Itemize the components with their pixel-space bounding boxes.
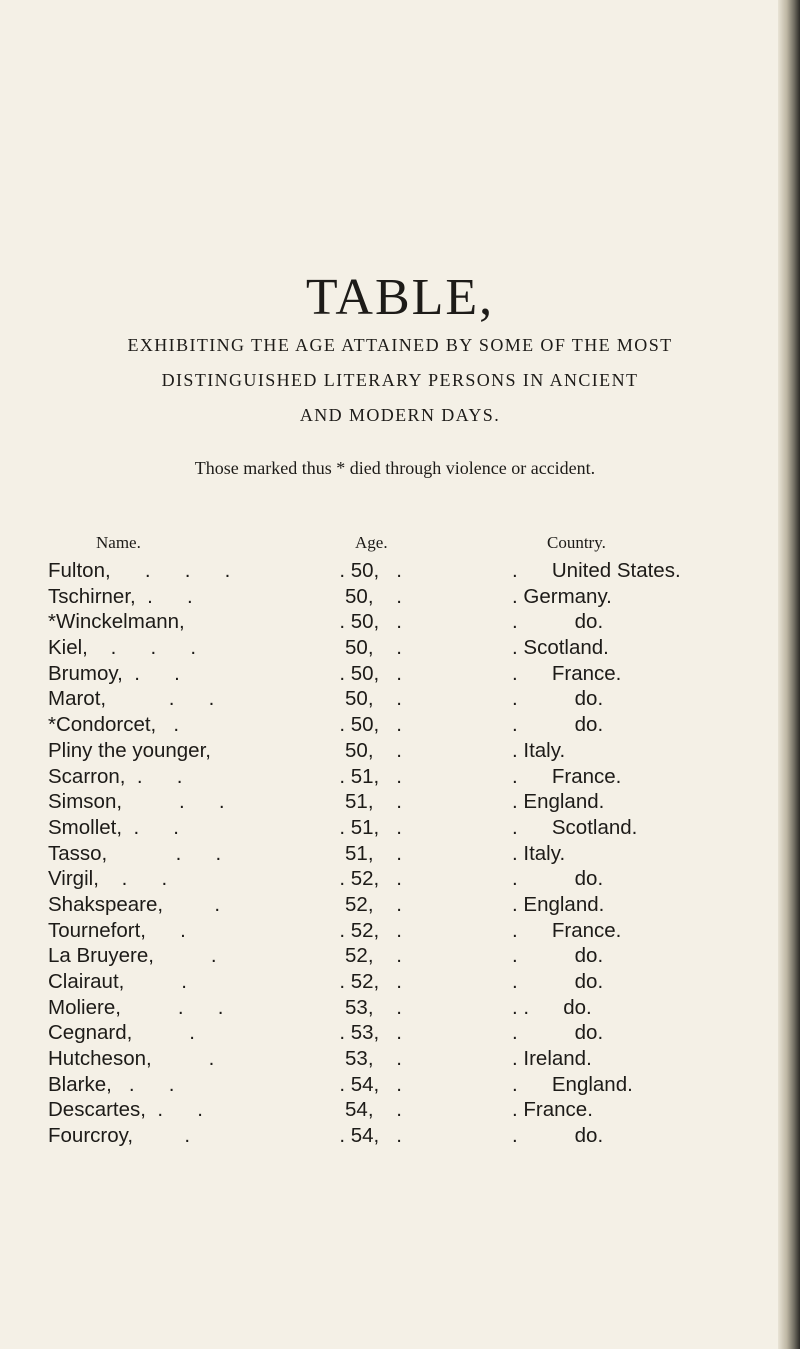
cell-age: . 54, . [339, 1072, 402, 1096]
cell-age: . 50, . [339, 661, 402, 685]
subtitle-line-2: DISTINGUISHED LITERARY PERSONS IN ANCIENT [161, 370, 639, 390]
table-row [0, 712, 800, 738]
table-row [0, 918, 800, 944]
note-text: Those marked thus * died through violence or accident. [194, 458, 596, 478]
table-row [0, 789, 800, 815]
table-row [0, 1046, 800, 1072]
cell-age: . 52, . [339, 867, 402, 891]
header-name: Name. [96, 533, 141, 552]
cell-country: . do. [512, 1124, 604, 1148]
cell-country: . do. [512, 944, 604, 968]
cell-age: . 50, . [339, 559, 402, 582]
cell-country: . Ireland. [512, 1047, 592, 1071]
cell-age: 53, . [345, 1047, 402, 1071]
cell-name: Scarron, . . [48, 764, 183, 788]
header-age: Age. [355, 533, 388, 552]
cell-name: Hutcheson, . [48, 1047, 215, 1071]
cell-name: Brumoy, . . [48, 661, 180, 685]
cell-country: . do. [512, 970, 604, 993]
cell-country: . do. [512, 687, 604, 711]
cell-age: . 53, . [339, 1021, 402, 1045]
table-row [0, 635, 800, 661]
cell-name: Blarke, . . [48, 1072, 175, 1096]
subtitle-line-1: EXHIBITING THE AGE ATTAINED BY SOME OF THE MOST [127, 335, 673, 355]
header-country: Country. [547, 533, 606, 552]
table-row [0, 892, 800, 918]
table-row [0, 866, 800, 892]
subtitle-line-3: AND MODERN DAYS. [299, 405, 501, 425]
table-row [0, 841, 800, 867]
cell-country: . do. [512, 1021, 604, 1045]
cell-name: *Condorcet, . [48, 713, 180, 737]
table-row [0, 661, 800, 687]
cell-country: . England. [512, 892, 605, 916]
cell-age: . 54, . [339, 1124, 402, 1148]
cell-name: Moliere, . . [48, 995, 224, 1019]
table-row [0, 1072, 800, 1098]
table-row [0, 815, 800, 841]
table-row [0, 1123, 800, 1149]
cell-country: . Italy. [512, 841, 566, 865]
cell-name: Kiel, . . . [48, 636, 197, 660]
cell-age: 52, . [345, 892, 402, 916]
cell-name: Tasso, . . [48, 841, 222, 865]
cell-name: *Winckelmann, [48, 610, 185, 634]
cell-age: . 50, . [339, 713, 402, 737]
cell-age: . 51, . [339, 815, 402, 839]
cell-age: 52, . [345, 944, 402, 968]
cell-age: 50, . [345, 687, 402, 711]
cell-country: . Germany. [512, 584, 612, 608]
cell-country: . . do. [512, 995, 592, 1019]
cell-age: 53, . [345, 995, 402, 1019]
table-row [0, 943, 800, 969]
table-row [0, 738, 800, 764]
cell-name: Simson, . . [48, 790, 225, 814]
cell-age: 50, . [345, 738, 402, 762]
cell-country: . France. [512, 918, 622, 942]
cell-name: Smollet, . . [48, 815, 180, 839]
table-row [0, 969, 800, 995]
table-row [0, 1020, 800, 1046]
cell-age: 51, . [345, 790, 402, 814]
cell-country: . England. [512, 790, 605, 814]
cell-name: Marot, . . [48, 687, 215, 711]
cell-age: 50, . [345, 636, 402, 660]
table-row [0, 686, 800, 712]
table-row [0, 1097, 800, 1123]
table-row [0, 995, 800, 1021]
cell-name: Pliny the younger, [48, 738, 211, 762]
cell-age: . 50, . [339, 610, 402, 634]
cell-age: . 52, . [339, 918, 402, 942]
age-table [0, 558, 800, 1149]
page-title: TABLE, [305, 269, 495, 326]
table-row [0, 609, 800, 635]
cell-age: 50, . [345, 584, 402, 608]
cell-country: . Italy. [512, 738, 566, 762]
cell-country: . do. [512, 610, 604, 634]
cell-name: Fulton, . . . [48, 559, 231, 582]
cell-country: . France. [512, 661, 622, 685]
table-row [0, 558, 800, 584]
cell-country: . Scotland. [512, 815, 638, 839]
table-row [0, 764, 800, 790]
cell-name: Tournefort, . [48, 918, 186, 942]
cell-country: . Scotland. [512, 636, 609, 660]
cell-name: Clairaut, . [48, 970, 187, 993]
cell-name: Descartes, . . [48, 1098, 203, 1122]
cell-name: Shakspeare, . [48, 892, 221, 916]
cell-country: . do. [512, 713, 604, 737]
cell-country: . United States. [512, 559, 681, 582]
cell-name: Tschirner, . . [48, 584, 193, 608]
cell-age: . 52, . [339, 970, 402, 993]
cell-country: . France. [512, 1098, 593, 1122]
cell-age: 54, . [345, 1098, 402, 1122]
cell-name: Fourcroy, . [48, 1124, 191, 1148]
cell-country: . do. [512, 867, 604, 891]
cell-name: La Bruyere, . [48, 944, 217, 968]
cell-age: 51, . [345, 841, 402, 865]
cell-country: . France. [512, 764, 622, 788]
cell-name: Virgil, . . [48, 867, 168, 891]
cell-name: Cegnard, . [48, 1021, 195, 1045]
table-row [0, 584, 800, 610]
cell-age: . 51, . [339, 764, 402, 788]
cell-country: . England. [512, 1072, 633, 1096]
